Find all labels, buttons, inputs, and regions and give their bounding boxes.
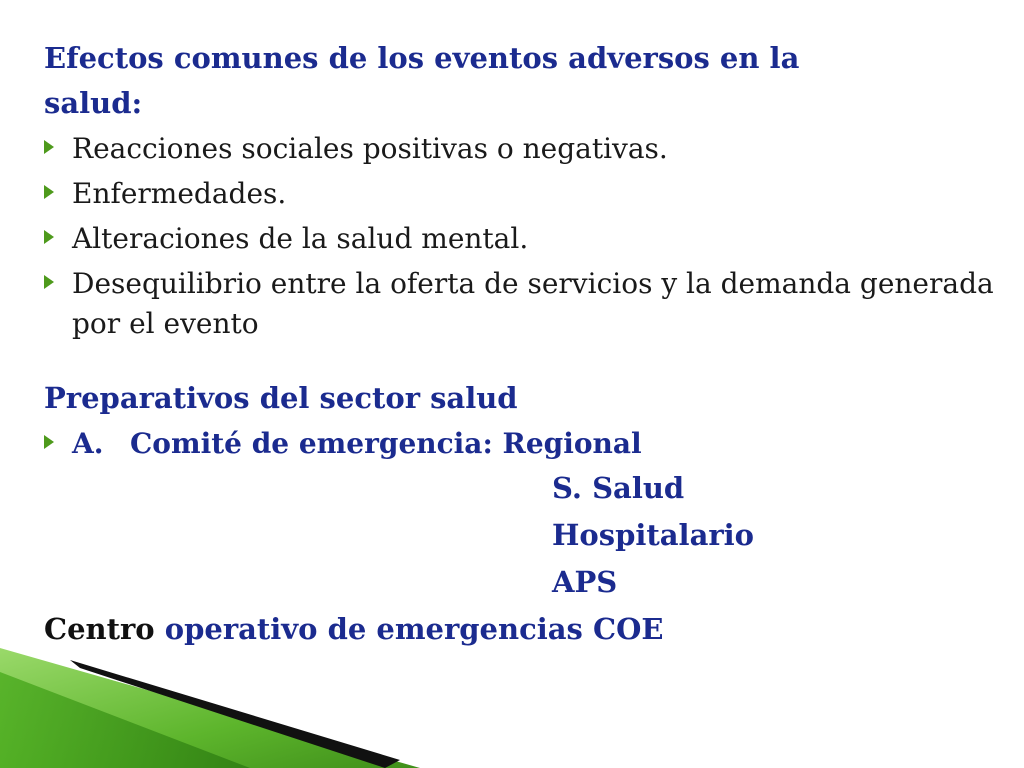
coe-line bbox=[44, 607, 994, 652]
bullet-text: Reacciones sociales positivas o negativas. bbox=[72, 132, 668, 165]
bullet-text: Desequilibrio entre la oferta de servicios y la demanda generada por el evento bbox=[72, 267, 994, 340]
bullet-text: Alteraciones de la salud mental. bbox=[72, 222, 529, 255]
comite-label: Comité de emergencia: bbox=[130, 427, 493, 460]
coe-word-centro: Centro bbox=[44, 612, 155, 646]
bullet-arrow-icon bbox=[44, 230, 54, 244]
section2-title: Preparativos del sector salud bbox=[44, 381, 518, 415]
comite-level-hospitalario: Hospitalario bbox=[552, 518, 754, 552]
bullet-arrow-icon bbox=[44, 185, 54, 199]
comite-letter: A. bbox=[72, 427, 104, 460]
comite-item bbox=[44, 421, 994, 466]
section1-title-line1: Efectos comunes de los eventos adversos en la bbox=[44, 41, 800, 75]
comite-level-regional: Regional bbox=[502, 427, 642, 460]
bullet-arrow-icon bbox=[44, 275, 54, 289]
comite-level-aps: APS bbox=[552, 565, 618, 599]
slide-content bbox=[44, 36, 994, 652]
bullet-arrow-icon bbox=[44, 140, 54, 154]
bullet-item bbox=[44, 261, 994, 344]
bullet-arrow-icon bbox=[44, 435, 54, 449]
comite-level-salud: S. Salud bbox=[552, 471, 685, 505]
coe-rest: operativo de emergencias COE bbox=[164, 612, 664, 646]
bullet-item bbox=[44, 126, 994, 171]
bullet-item bbox=[44, 171, 994, 216]
section1-title-line2: salud: bbox=[44, 86, 143, 120]
bullet-text: Enfermedades. bbox=[72, 177, 287, 210]
bullet-item bbox=[44, 216, 994, 261]
